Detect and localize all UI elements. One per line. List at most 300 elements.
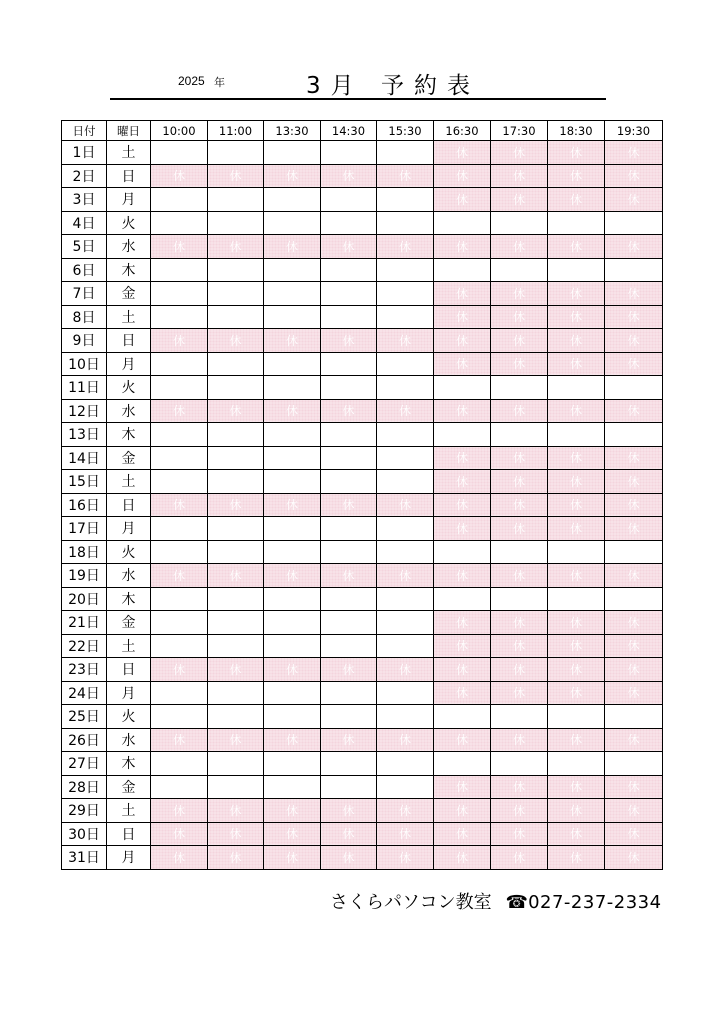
day-cell: 9日	[62, 329, 107, 353]
table-row	[62, 188, 663, 212]
table-row	[62, 141, 663, 165]
closed-slot-cell: 休	[491, 305, 548, 329]
open-slot-cell[interactable]	[377, 352, 434, 376]
weekday-cell: 水	[107, 564, 151, 588]
weekday-cell: 土	[107, 305, 151, 329]
open-slot-cell[interactable]	[264, 352, 321, 376]
weekday-cell: 火	[107, 540, 151, 564]
column-header-weekday: 曜日	[107, 121, 151, 141]
open-slot-cell[interactable]	[321, 517, 377, 541]
closed-slot-cell: 休	[151, 822, 208, 846]
closed-slot-cell: 休	[208, 399, 264, 423]
closed-slot-cell: 休	[434, 634, 491, 658]
open-slot-cell[interactable]	[208, 352, 264, 376]
open-slot-cell[interactable]	[434, 258, 491, 282]
open-slot-cell[interactable]	[151, 188, 208, 212]
open-slot-cell[interactable]	[208, 376, 264, 400]
open-slot-cell[interactable]	[151, 211, 208, 235]
open-slot-cell[interactable]	[491, 752, 548, 776]
open-slot-cell[interactable]	[491, 705, 548, 729]
day-cell: 18日	[62, 540, 107, 564]
day-cell: 10日	[62, 352, 107, 376]
open-slot-cell[interactable]	[377, 446, 434, 470]
open-slot-cell[interactable]	[548, 423, 605, 447]
closed-slot-cell: 休	[434, 470, 491, 494]
open-slot-cell[interactable]	[208, 634, 264, 658]
open-slot-cell[interactable]	[208, 752, 264, 776]
column-header-time: 18:30	[548, 121, 605, 141]
open-slot-cell[interactable]	[377, 634, 434, 658]
closed-slot-cell: 休	[434, 305, 491, 329]
day-cell: 3日	[62, 188, 107, 212]
day-cell: 28日	[62, 775, 107, 799]
open-slot-cell[interactable]	[605, 540, 663, 564]
closed-slot-cell: 休	[605, 634, 663, 658]
open-slot-cell[interactable]	[208, 423, 264, 447]
table-row	[62, 493, 663, 517]
open-slot-cell[interactable]	[264, 752, 321, 776]
table-row	[62, 752, 663, 776]
closed-slot-cell: 休	[264, 728, 321, 752]
closed-slot-cell: 休	[208, 493, 264, 517]
open-slot-cell[interactable]	[377, 282, 434, 306]
closed-slot-cell: 休	[548, 305, 605, 329]
open-slot-cell[interactable]	[377, 540, 434, 564]
table-row	[62, 634, 663, 658]
closed-slot-cell: 休	[151, 164, 208, 188]
day-cell: 6日	[62, 258, 107, 282]
open-slot-cell[interactable]	[377, 752, 434, 776]
table-row	[62, 211, 663, 235]
open-slot-cell[interactable]	[377, 258, 434, 282]
open-slot-cell[interactable]	[321, 282, 377, 306]
closed-slot-cell: 休	[605, 470, 663, 494]
closed-slot-cell: 休	[377, 799, 434, 823]
closed-slot-cell: 休	[151, 564, 208, 588]
open-slot-cell[interactable]	[321, 470, 377, 494]
day-cell: 5日	[62, 235, 107, 259]
day-cell: 4日	[62, 211, 107, 235]
weekday-cell: 日	[107, 658, 151, 682]
closed-slot-cell: 休	[434, 681, 491, 705]
open-slot-cell[interactable]	[264, 282, 321, 306]
weekday-cell: 月	[107, 846, 151, 870]
open-slot-cell[interactable]	[151, 305, 208, 329]
open-slot-cell[interactable]	[605, 587, 663, 611]
weekday-cell: 木	[107, 258, 151, 282]
closed-slot-cell: 休	[151, 493, 208, 517]
phone-number: 027-237-2334	[528, 892, 662, 913]
phone-icon: ☎	[505, 892, 529, 913]
closed-slot-cell: 休	[377, 493, 434, 517]
open-slot-cell[interactable]	[151, 282, 208, 306]
day-cell: 24日	[62, 681, 107, 705]
closed-slot-cell: 休	[548, 329, 605, 353]
weekday-cell: 土	[107, 141, 151, 165]
weekday-cell: 金	[107, 611, 151, 635]
open-slot-cell[interactable]	[434, 752, 491, 776]
page-header	[110, 66, 606, 100]
closed-slot-cell: 休	[548, 399, 605, 423]
open-slot-cell[interactable]	[321, 423, 377, 447]
closed-slot-cell: 休	[491, 846, 548, 870]
open-slot-cell[interactable]	[151, 752, 208, 776]
closed-slot-cell: 休	[548, 470, 605, 494]
closed-slot-cell: 休	[264, 399, 321, 423]
closed-slot-cell: 休	[434, 564, 491, 588]
open-slot-cell[interactable]	[151, 376, 208, 400]
table-row	[62, 799, 663, 823]
open-slot-cell[interactable]	[208, 517, 264, 541]
page-title: 3月 予約表	[306, 73, 480, 99]
open-slot-cell[interactable]	[264, 681, 321, 705]
day-cell: 17日	[62, 517, 107, 541]
day-cell: 31日	[62, 846, 107, 870]
closed-slot-cell: 休	[434, 235, 491, 259]
weekday-cell: 木	[107, 423, 151, 447]
open-slot-cell[interactable]	[434, 211, 491, 235]
closed-slot-cell: 休	[605, 564, 663, 588]
closed-slot-cell: 休	[491, 611, 548, 635]
open-slot-cell[interactable]	[151, 352, 208, 376]
open-slot-cell[interactable]	[151, 775, 208, 799]
table-row	[62, 517, 663, 541]
open-slot-cell[interactable]	[434, 540, 491, 564]
open-slot-cell[interactable]	[434, 705, 491, 729]
open-slot-cell[interactable]	[321, 540, 377, 564]
closed-slot-cell: 休	[605, 681, 663, 705]
open-slot-cell[interactable]	[264, 446, 321, 470]
closed-slot-cell: 休	[434, 728, 491, 752]
closed-slot-cell: 休	[434, 799, 491, 823]
column-header-time: 19:30	[605, 121, 663, 141]
closed-slot-cell: 休	[264, 822, 321, 846]
day-cell: 20日	[62, 587, 107, 611]
closed-slot-cell: 休	[491, 446, 548, 470]
open-slot-cell[interactable]	[151, 517, 208, 541]
weekday-cell: 水	[107, 728, 151, 752]
weekday-cell: 火	[107, 376, 151, 400]
closed-slot-cell: 休	[208, 799, 264, 823]
open-slot-cell[interactable]	[151, 470, 208, 494]
closed-slot-cell: 休	[208, 564, 264, 588]
open-slot-cell[interactable]	[605, 211, 663, 235]
closed-slot-cell: 休	[605, 399, 663, 423]
weekday-cell: 日	[107, 329, 151, 353]
open-slot-cell[interactable]	[605, 376, 663, 400]
open-slot-cell[interactable]	[548, 211, 605, 235]
open-slot-cell[interactable]	[321, 705, 377, 729]
closed-slot-cell: 休	[548, 822, 605, 846]
open-slot-cell[interactable]	[208, 681, 264, 705]
open-slot-cell[interactable]	[548, 540, 605, 564]
closed-slot-cell: 休	[377, 164, 434, 188]
table-row	[62, 587, 663, 611]
open-slot-cell[interactable]	[377, 141, 434, 165]
closed-slot-cell: 休	[491, 141, 548, 165]
weekday-cell: 水	[107, 399, 151, 423]
closed-slot-cell: 休	[264, 564, 321, 588]
reservation-table	[61, 120, 663, 870]
weekday-cell: 日	[107, 164, 151, 188]
open-slot-cell[interactable]	[321, 305, 377, 329]
closed-slot-cell: 休	[605, 799, 663, 823]
open-slot-cell[interactable]	[377, 188, 434, 212]
open-slot-cell[interactable]	[377, 517, 434, 541]
column-header-time: 17:30	[491, 121, 548, 141]
open-slot-cell[interactable]	[434, 587, 491, 611]
open-slot-cell[interactable]	[208, 188, 264, 212]
open-slot-cell[interactable]	[548, 258, 605, 282]
open-slot-cell[interactable]	[264, 517, 321, 541]
open-slot-cell[interactable]	[264, 611, 321, 635]
column-header-time: 16:30	[434, 121, 491, 141]
closed-slot-cell: 休	[548, 235, 605, 259]
table-row	[62, 564, 663, 588]
closed-slot-cell: 休	[548, 446, 605, 470]
closed-slot-cell: 休	[321, 235, 377, 259]
closed-slot-cell: 休	[264, 658, 321, 682]
open-slot-cell[interactable]	[377, 376, 434, 400]
open-slot-cell[interactable]	[434, 423, 491, 447]
closed-slot-cell: 休	[377, 846, 434, 870]
open-slot-cell[interactable]	[377, 681, 434, 705]
open-slot-cell[interactable]	[208, 540, 264, 564]
closed-slot-cell: 休	[377, 235, 434, 259]
open-slot-cell[interactable]	[605, 423, 663, 447]
open-slot-cell[interactable]	[151, 258, 208, 282]
closed-slot-cell: 休	[548, 352, 605, 376]
open-slot-cell[interactable]	[151, 587, 208, 611]
closed-slot-cell: 休	[377, 658, 434, 682]
closed-slot-cell: 休	[548, 282, 605, 306]
day-cell: 11日	[62, 376, 107, 400]
open-slot-cell[interactable]	[208, 446, 264, 470]
open-slot-cell[interactable]	[264, 775, 321, 799]
table-row	[62, 423, 663, 447]
open-slot-cell[interactable]	[208, 611, 264, 635]
open-slot-cell[interactable]	[377, 470, 434, 494]
weekday-cell: 月	[107, 681, 151, 705]
open-slot-cell[interactable]	[377, 211, 434, 235]
column-header-day: 日付	[62, 121, 107, 141]
closed-slot-cell: 休	[151, 728, 208, 752]
table-row	[62, 822, 663, 846]
open-slot-cell[interactable]	[321, 188, 377, 212]
open-slot-cell[interactable]	[377, 611, 434, 635]
closed-slot-cell: 休	[151, 399, 208, 423]
closed-slot-cell: 休	[321, 564, 377, 588]
open-slot-cell[interactable]	[321, 352, 377, 376]
open-slot-cell[interactable]	[151, 446, 208, 470]
open-slot-cell[interactable]	[264, 305, 321, 329]
open-slot-cell[interactable]	[377, 423, 434, 447]
closed-slot-cell: 休	[605, 235, 663, 259]
column-header-time: 13:30	[264, 121, 321, 141]
open-slot-cell[interactable]	[321, 446, 377, 470]
closed-slot-cell: 休	[264, 235, 321, 259]
open-slot-cell[interactable]	[548, 376, 605, 400]
closed-slot-cell: 休	[605, 141, 663, 165]
day-cell: 15日	[62, 470, 107, 494]
closed-slot-cell: 休	[548, 799, 605, 823]
open-slot-cell[interactable]	[208, 141, 264, 165]
footer-contact	[330, 888, 662, 914]
open-slot-cell[interactable]	[151, 540, 208, 564]
day-cell: 19日	[62, 564, 107, 588]
closed-slot-cell: 休	[548, 634, 605, 658]
open-slot-cell[interactable]	[321, 634, 377, 658]
closed-slot-cell: 休	[491, 634, 548, 658]
open-slot-cell[interactable]	[491, 423, 548, 447]
open-slot-cell[interactable]	[208, 305, 264, 329]
open-slot-cell[interactable]	[321, 211, 377, 235]
closed-slot-cell: 休	[491, 164, 548, 188]
open-slot-cell[interactable]	[151, 423, 208, 447]
open-slot-cell[interactable]	[151, 705, 208, 729]
open-slot-cell[interactable]	[321, 587, 377, 611]
closed-slot-cell: 休	[548, 164, 605, 188]
closed-slot-cell: 休	[208, 235, 264, 259]
closed-slot-cell: 休	[491, 681, 548, 705]
closed-slot-cell: 休	[434, 399, 491, 423]
open-slot-cell[interactable]	[491, 211, 548, 235]
table-row	[62, 540, 663, 564]
closed-slot-cell: 休	[491, 493, 548, 517]
open-slot-cell[interactable]	[321, 258, 377, 282]
closed-slot-cell: 休	[605, 658, 663, 682]
closed-slot-cell: 休	[548, 775, 605, 799]
open-slot-cell[interactable]	[208, 282, 264, 306]
open-slot-cell[interactable]	[208, 211, 264, 235]
closed-slot-cell: 休	[491, 564, 548, 588]
closed-slot-cell: 休	[264, 164, 321, 188]
open-slot-cell[interactable]	[321, 376, 377, 400]
column-header-time: 10:00	[151, 121, 208, 141]
open-slot-cell[interactable]	[548, 705, 605, 729]
open-slot-cell[interactable]	[377, 705, 434, 729]
open-slot-cell[interactable]	[151, 681, 208, 705]
open-slot-cell[interactable]	[548, 587, 605, 611]
weekday-cell: 木	[107, 752, 151, 776]
table-row	[62, 470, 663, 494]
closed-slot-cell: 休	[434, 611, 491, 635]
closed-slot-cell: 休	[321, 399, 377, 423]
open-slot-cell[interactable]	[491, 376, 548, 400]
closed-slot-cell: 休	[321, 164, 377, 188]
open-slot-cell[interactable]	[151, 611, 208, 635]
table-row	[62, 446, 663, 470]
open-slot-cell[interactable]	[264, 587, 321, 611]
open-slot-cell[interactable]	[434, 376, 491, 400]
weekday-cell: 月	[107, 517, 151, 541]
closed-slot-cell: 休	[491, 329, 548, 353]
weekday-cell: 木	[107, 587, 151, 611]
open-slot-cell[interactable]	[377, 587, 434, 611]
open-slot-cell[interactable]	[605, 705, 663, 729]
closed-slot-cell: 休	[605, 493, 663, 517]
open-slot-cell[interactable]	[377, 775, 434, 799]
closed-slot-cell: 休	[434, 352, 491, 376]
open-slot-cell[interactable]	[605, 258, 663, 282]
closed-slot-cell: 休	[491, 799, 548, 823]
table-row	[62, 376, 663, 400]
open-slot-cell[interactable]	[208, 775, 264, 799]
open-slot-cell[interactable]	[208, 705, 264, 729]
open-slot-cell[interactable]	[548, 752, 605, 776]
closed-slot-cell: 休	[264, 846, 321, 870]
weekday-cell: 日	[107, 493, 151, 517]
closed-slot-cell: 休	[434, 141, 491, 165]
closed-slot-cell: 休	[208, 658, 264, 682]
open-slot-cell[interactable]	[321, 681, 377, 705]
open-slot-cell[interactable]	[321, 752, 377, 776]
open-slot-cell[interactable]	[264, 376, 321, 400]
closed-slot-cell: 休	[208, 728, 264, 752]
year-label: 2025	[178, 74, 205, 88]
open-slot-cell[interactable]	[264, 470, 321, 494]
open-slot-cell[interactable]	[321, 775, 377, 799]
open-slot-cell[interactable]	[605, 752, 663, 776]
closed-slot-cell: 休	[208, 846, 264, 870]
open-slot-cell[interactable]	[491, 540, 548, 564]
open-slot-cell[interactable]	[208, 258, 264, 282]
open-slot-cell[interactable]	[264, 188, 321, 212]
day-cell: 30日	[62, 822, 107, 846]
open-slot-cell[interactable]	[264, 634, 321, 658]
closed-slot-cell: 休	[208, 164, 264, 188]
open-slot-cell[interactable]	[151, 634, 208, 658]
closed-slot-cell: 休	[605, 282, 663, 306]
closed-slot-cell: 休	[491, 728, 548, 752]
closed-slot-cell: 休	[377, 399, 434, 423]
closed-slot-cell: 休	[434, 329, 491, 353]
closed-slot-cell: 休	[605, 775, 663, 799]
open-slot-cell[interactable]	[264, 540, 321, 564]
closed-slot-cell: 休	[605, 517, 663, 541]
open-slot-cell[interactable]	[321, 141, 377, 165]
day-cell: 12日	[62, 399, 107, 423]
table-row	[62, 282, 663, 306]
closed-slot-cell: 休	[548, 728, 605, 752]
open-slot-cell[interactable]	[321, 611, 377, 635]
open-slot-cell[interactable]	[264, 423, 321, 447]
closed-slot-cell: 休	[434, 446, 491, 470]
open-slot-cell[interactable]	[377, 305, 434, 329]
closed-slot-cell: 休	[605, 846, 663, 870]
table-row	[62, 775, 663, 799]
weekday-cell: 月	[107, 188, 151, 212]
open-slot-cell[interactable]	[264, 705, 321, 729]
day-cell: 22日	[62, 634, 107, 658]
closed-slot-cell: 休	[491, 235, 548, 259]
closed-slot-cell: 休	[321, 329, 377, 353]
open-slot-cell[interactable]	[151, 141, 208, 165]
open-slot-cell[interactable]	[491, 258, 548, 282]
closed-slot-cell: 休	[151, 329, 208, 353]
open-slot-cell[interactable]	[264, 211, 321, 235]
open-slot-cell[interactable]	[264, 258, 321, 282]
weekday-cell: 月	[107, 352, 151, 376]
open-slot-cell[interactable]	[491, 587, 548, 611]
table-body	[62, 141, 663, 870]
open-slot-cell[interactable]	[208, 470, 264, 494]
closed-slot-cell: 休	[605, 611, 663, 635]
closed-slot-cell: 休	[434, 775, 491, 799]
open-slot-cell[interactable]	[264, 141, 321, 165]
open-slot-cell[interactable]	[208, 587, 264, 611]
day-cell: 29日	[62, 799, 107, 823]
